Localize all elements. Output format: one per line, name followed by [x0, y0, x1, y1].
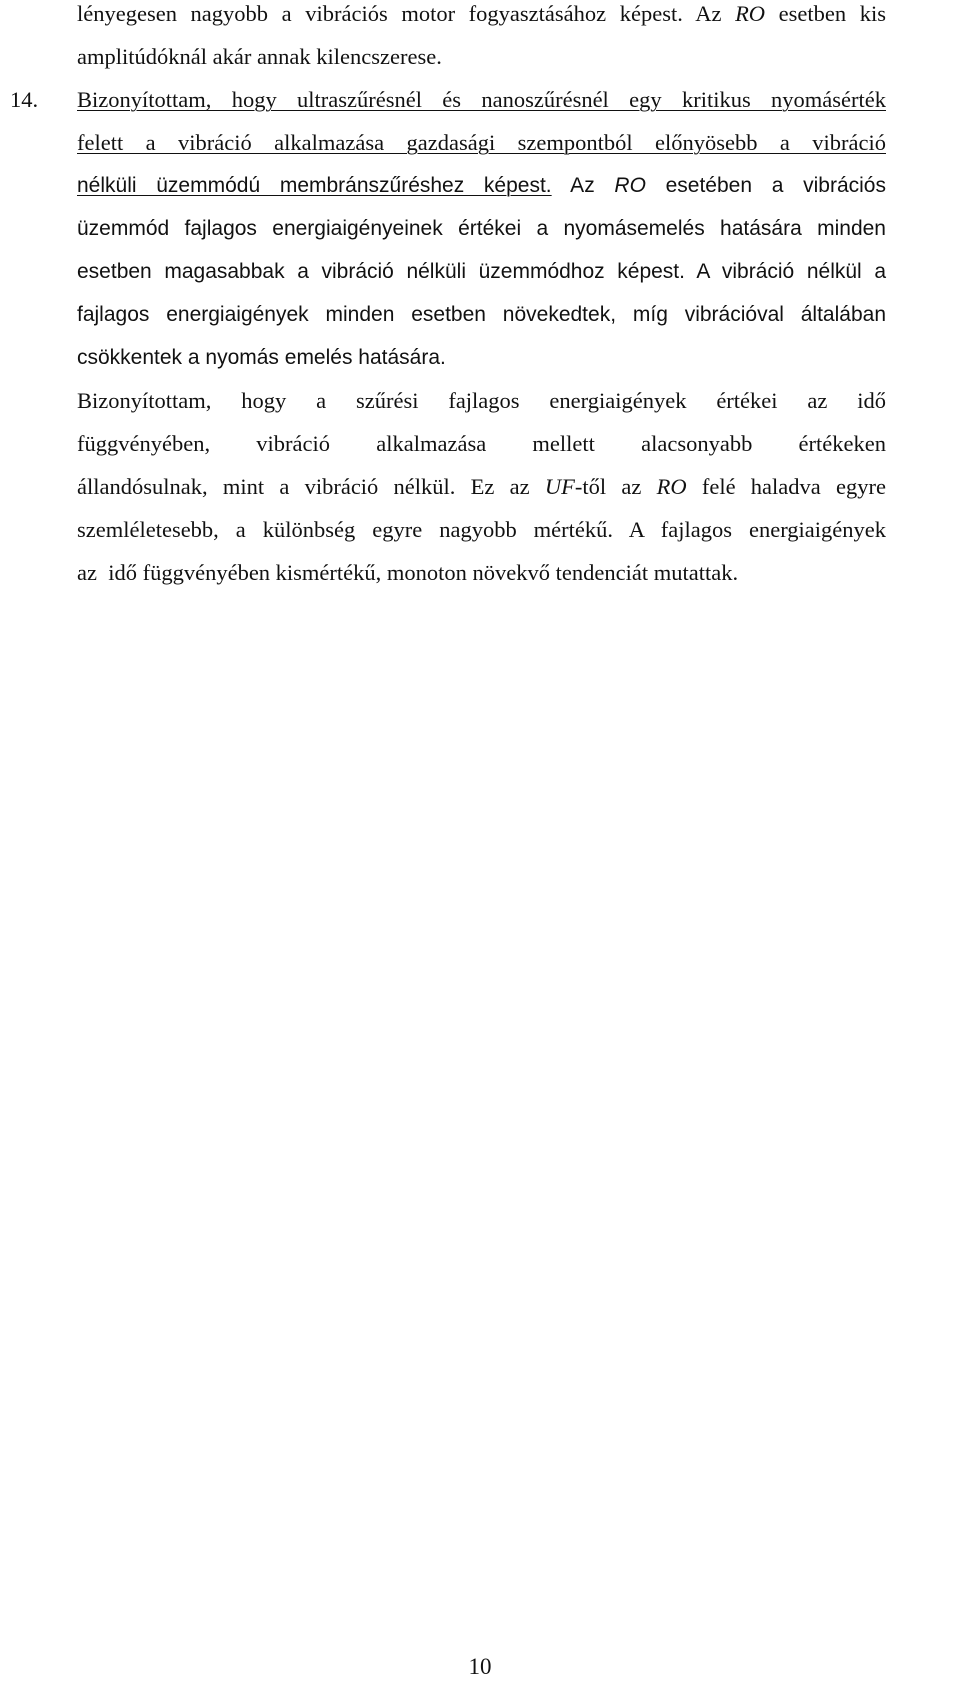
text-line	[77, 214, 886, 244]
text-line	[77, 257, 886, 287]
text-line	[77, 0, 886, 29]
text-line	[77, 515, 886, 545]
text-span: esetben magasabbak a vibráció nélküli üzemmódhoz képest. A vibráció nélkül a	[77, 260, 886, 283]
text-line	[77, 558, 886, 588]
text-span: -től az	[574, 474, 657, 499]
text-line	[77, 343, 886, 373]
text-span: az idő függvényében kismértékű, monoton növekvő tendenciát mutattak.	[77, 560, 739, 585]
list-number: 14.	[10, 87, 39, 112]
text-span: lényegesen nagyobb a vibrációs motor fogyasztásához képest. Az	[77, 1, 736, 26]
text-span: Bizonyítottam, hogy a szűrési fajlagos energiaigények értékei az idő	[77, 388, 886, 413]
text-span: amplitúdóknál akár annak kilencszerese.	[77, 44, 442, 69]
text-span: felé haladva egyre	[686, 474, 886, 499]
italic-term: RO	[735, 1, 766, 26]
text-line	[77, 171, 886, 201]
text-span: Az	[551, 174, 615, 197]
text-line	[77, 42, 886, 72]
text-line	[77, 472, 886, 502]
text-span: fajlagos energiaigények minden esetben növekedtek, míg vibrációval általában	[77, 303, 886, 326]
text-line	[77, 128, 886, 158]
text-span: esetben kis	[765, 1, 887, 26]
underlined-text: felett a vibráció alkalmazása gazdasági szempontból előnyösebb a vibráció	[77, 130, 886, 155]
italic-term: UF	[544, 474, 575, 499]
text-span: üzemmód fajlagos energiaigényeinek értékei a nyomásemelés hatására minden	[77, 217, 886, 240]
underlined-text: Bizonyítottam, hogy ultraszűrésnél és nanoszűrésnél egy kritikus nyomásérték	[77, 87, 886, 112]
italic-term: RO	[614, 174, 646, 197]
text-line	[77, 386, 886, 416]
text-line	[77, 429, 886, 459]
text-span: csökkentek a nyomás emelés hatására.	[77, 346, 446, 369]
text-span: esetében a vibrációs	[645, 174, 886, 197]
underlined-text: nélküli üzemmódú membránszűréshez képest.	[77, 174, 552, 197]
text-span: függvényében, vibráció alkalmazása mellett alacsonyabb értékeken	[77, 431, 886, 456]
text-span: szemléletesebb, a különbség egyre nagyobb mértékű. A fajlagos energiaigények	[77, 517, 886, 542]
text-span: állandósulnak, mint a vibráció nélkül. Ez az	[77, 474, 545, 499]
text-line	[77, 85, 886, 115]
page-number: 10	[468, 1654, 492, 1679]
italic-term: RO	[656, 474, 687, 499]
text-line	[77, 300, 886, 330]
